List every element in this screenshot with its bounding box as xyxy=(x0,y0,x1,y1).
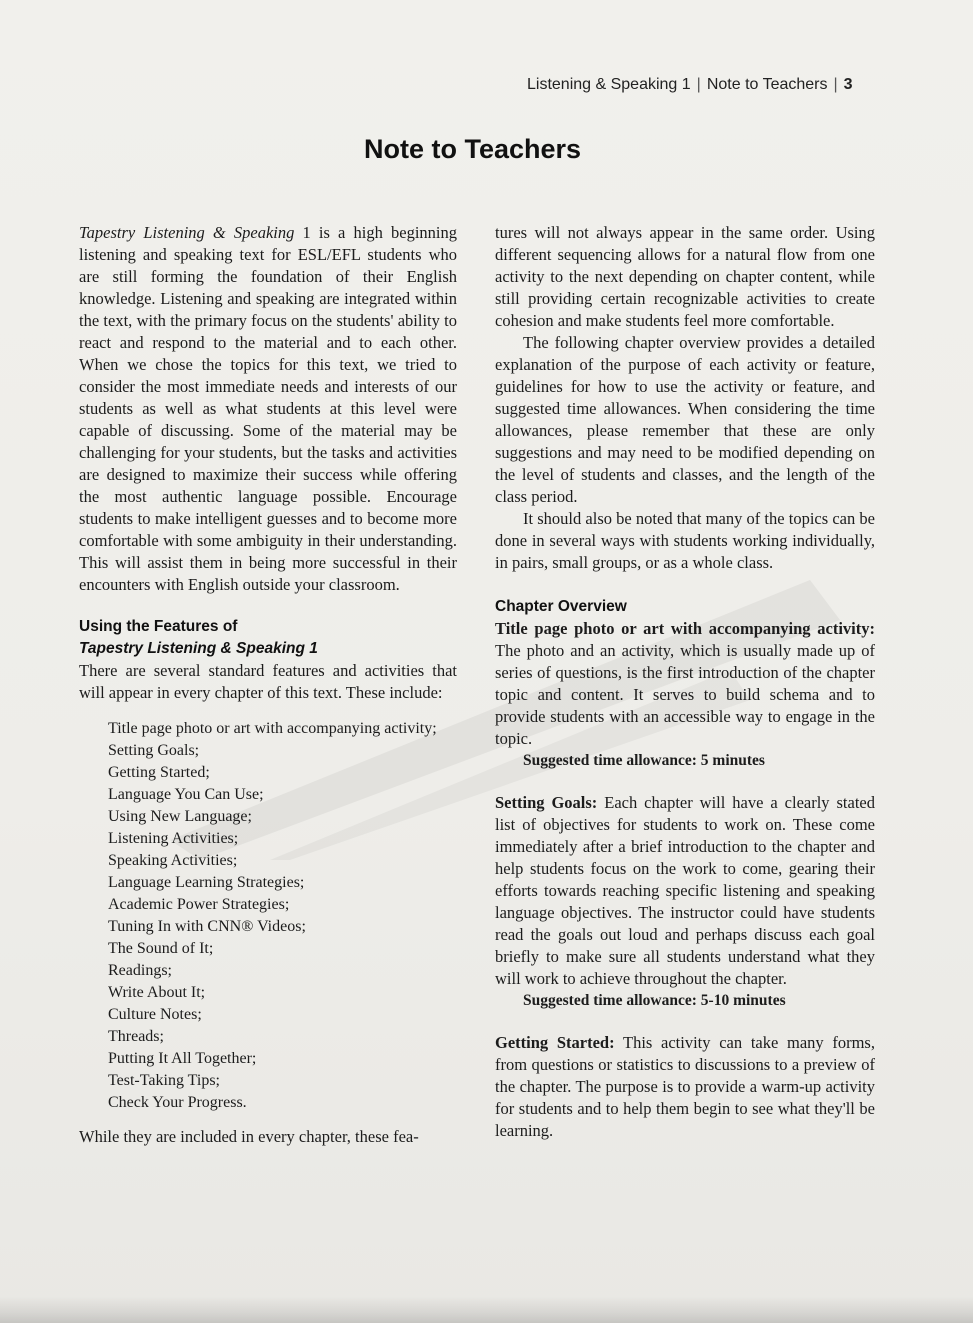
overview-item-setting-goals xyxy=(495,792,875,990)
continuation-paragraph: tures will not always appear in the same order. Using different sequencing allows for a natural flow from one activity to the next depending on chapter content, while still providing certain recognizable activities to create cohesion and make students feel more comfortable. xyxy=(495,223,875,330)
time-allowance: Suggested time allowance: 5 minutes xyxy=(523,752,765,769)
left-column xyxy=(79,222,457,1148)
right-column xyxy=(495,222,875,1142)
features-heading-line2: Tapestry Listening & Speaking 1 xyxy=(79,640,318,657)
list-item: Write About It; xyxy=(108,984,206,1001)
page-bottom-shadow xyxy=(0,1296,973,1323)
overview-paragraph: The following chapter overview provides a detailed explanation of the purpose of each activity or feature, guidelines for how to use the activity or feature, and suggested time allowances. When considering the time allowances, please remember that these are only suggestions and may need to be modified depending on the level of students and classes, and the length of the class period. xyxy=(495,333,875,506)
list-item: The Sound of It; xyxy=(108,940,214,957)
item-label: Title page photo or art with accompanying activity: xyxy=(495,619,875,638)
list-item: Check Your Progress. xyxy=(108,1094,247,1111)
features-heading xyxy=(79,616,457,660)
list-item: Threads; xyxy=(108,1028,164,1045)
list-item: Listening Activities; xyxy=(108,830,239,847)
features-intro: There are several standard features and activities that will appear in every chapter of this text. These include: xyxy=(79,661,457,702)
running-head-section: Note to Teachers xyxy=(706,76,828,93)
list-item: Language You Can Use; xyxy=(108,786,264,803)
chapter-overview-heading: Chapter Overview xyxy=(495,598,627,615)
intro-text: 1 is a high beginning listening and speaking text for ESL/EFL students who are still forming the foundation of their English knowledge. Listening and speaking are integrated within the text, with the primary focus on the students' ability to react and respond to the material and to each other. When we chose the topics for this text, we tried to consider the most immediate needs and interests of our students as well as what students at this level were capable of discussing. Some of the material may be challenging for your students, but the tasks and activities are designed to maximize their success while offering the most authentic language possible. Encourage students to make intelligent guesses and to become more comfortable with some ambiguity in their understanding. This will assist them in being more successful in their encounters with English outside your classroom. xyxy=(79,223,457,594)
list-item: Speaking Activities; xyxy=(108,852,238,869)
list-item: Academic Power Strategies; xyxy=(108,896,290,913)
overview-item-getting-started xyxy=(495,1032,875,1142)
list-item: Setting Goals; xyxy=(108,742,200,759)
list-item: Language Learning Strategies; xyxy=(108,874,305,891)
list-item: Readings; xyxy=(108,962,172,979)
list-item: Tuning In with CNN® Videos; xyxy=(108,918,306,935)
item-label: Setting Goals: xyxy=(495,793,598,812)
time-allowance: Suggested time allowance: 5-10 minutes xyxy=(523,992,786,1009)
list-item: Culture Notes; xyxy=(108,1006,202,1023)
running-head-separator: | xyxy=(696,76,701,93)
list-item: Getting Started; xyxy=(108,764,210,781)
feature-list xyxy=(79,718,457,1114)
intro-book-title: Tapestry Listening & Speaking xyxy=(79,223,295,242)
closing-text: While they are included in every chapter, these fea- xyxy=(79,1127,419,1146)
list-item: Test-Taking Tips; xyxy=(108,1072,220,1089)
page-title: Note to Teachers xyxy=(363,134,582,164)
list-item: Title page photo or art with accompanying activity; xyxy=(108,720,437,737)
page-number: 3 xyxy=(843,76,853,93)
running-head xyxy=(527,76,887,94)
item-text: The photo and an activity, which is usually made up of series of questions, is the first introduction of the chapter topic and content. It serves to build schema and to provide students with an accessible way to engage in the topic. xyxy=(495,641,875,748)
list-item: Using New Language; xyxy=(108,808,252,825)
features-heading-line1: Using the Features of xyxy=(79,618,238,635)
running-head-divider: | xyxy=(833,76,838,93)
list-item: Putting It All Together; xyxy=(108,1050,257,1067)
item-text: This activity can take many forms, from questions or statistics to discussions to a preview of the chapter. The purpose is to provide a warm-up activity for students and to help them begin to see what they'll be learning. xyxy=(495,1033,875,1140)
intro-paragraph xyxy=(79,222,457,596)
item-text: Each chapter will have a clearly stated list of objectives for students to work on. These come immediately after a brief introduction to the chapter and help students focus on the work to come, gearing their efforts towards reaching specific listening and speaking language objectives. The instructor could have students read the goals out loud and perhaps discuss each goal briefly to make sure all students understand what they will work to achieve throughout the chapter. xyxy=(495,793,875,988)
item-label: Getting Started: xyxy=(495,1033,615,1052)
grouping-paragraph: It should also be noted that many of the topics can be done in several ways with students working individually, in pairs, small groups, or as a whole class. xyxy=(495,509,875,572)
overview-item-title-page xyxy=(495,618,875,750)
running-head-book: Listening & Speaking 1 xyxy=(527,76,691,93)
